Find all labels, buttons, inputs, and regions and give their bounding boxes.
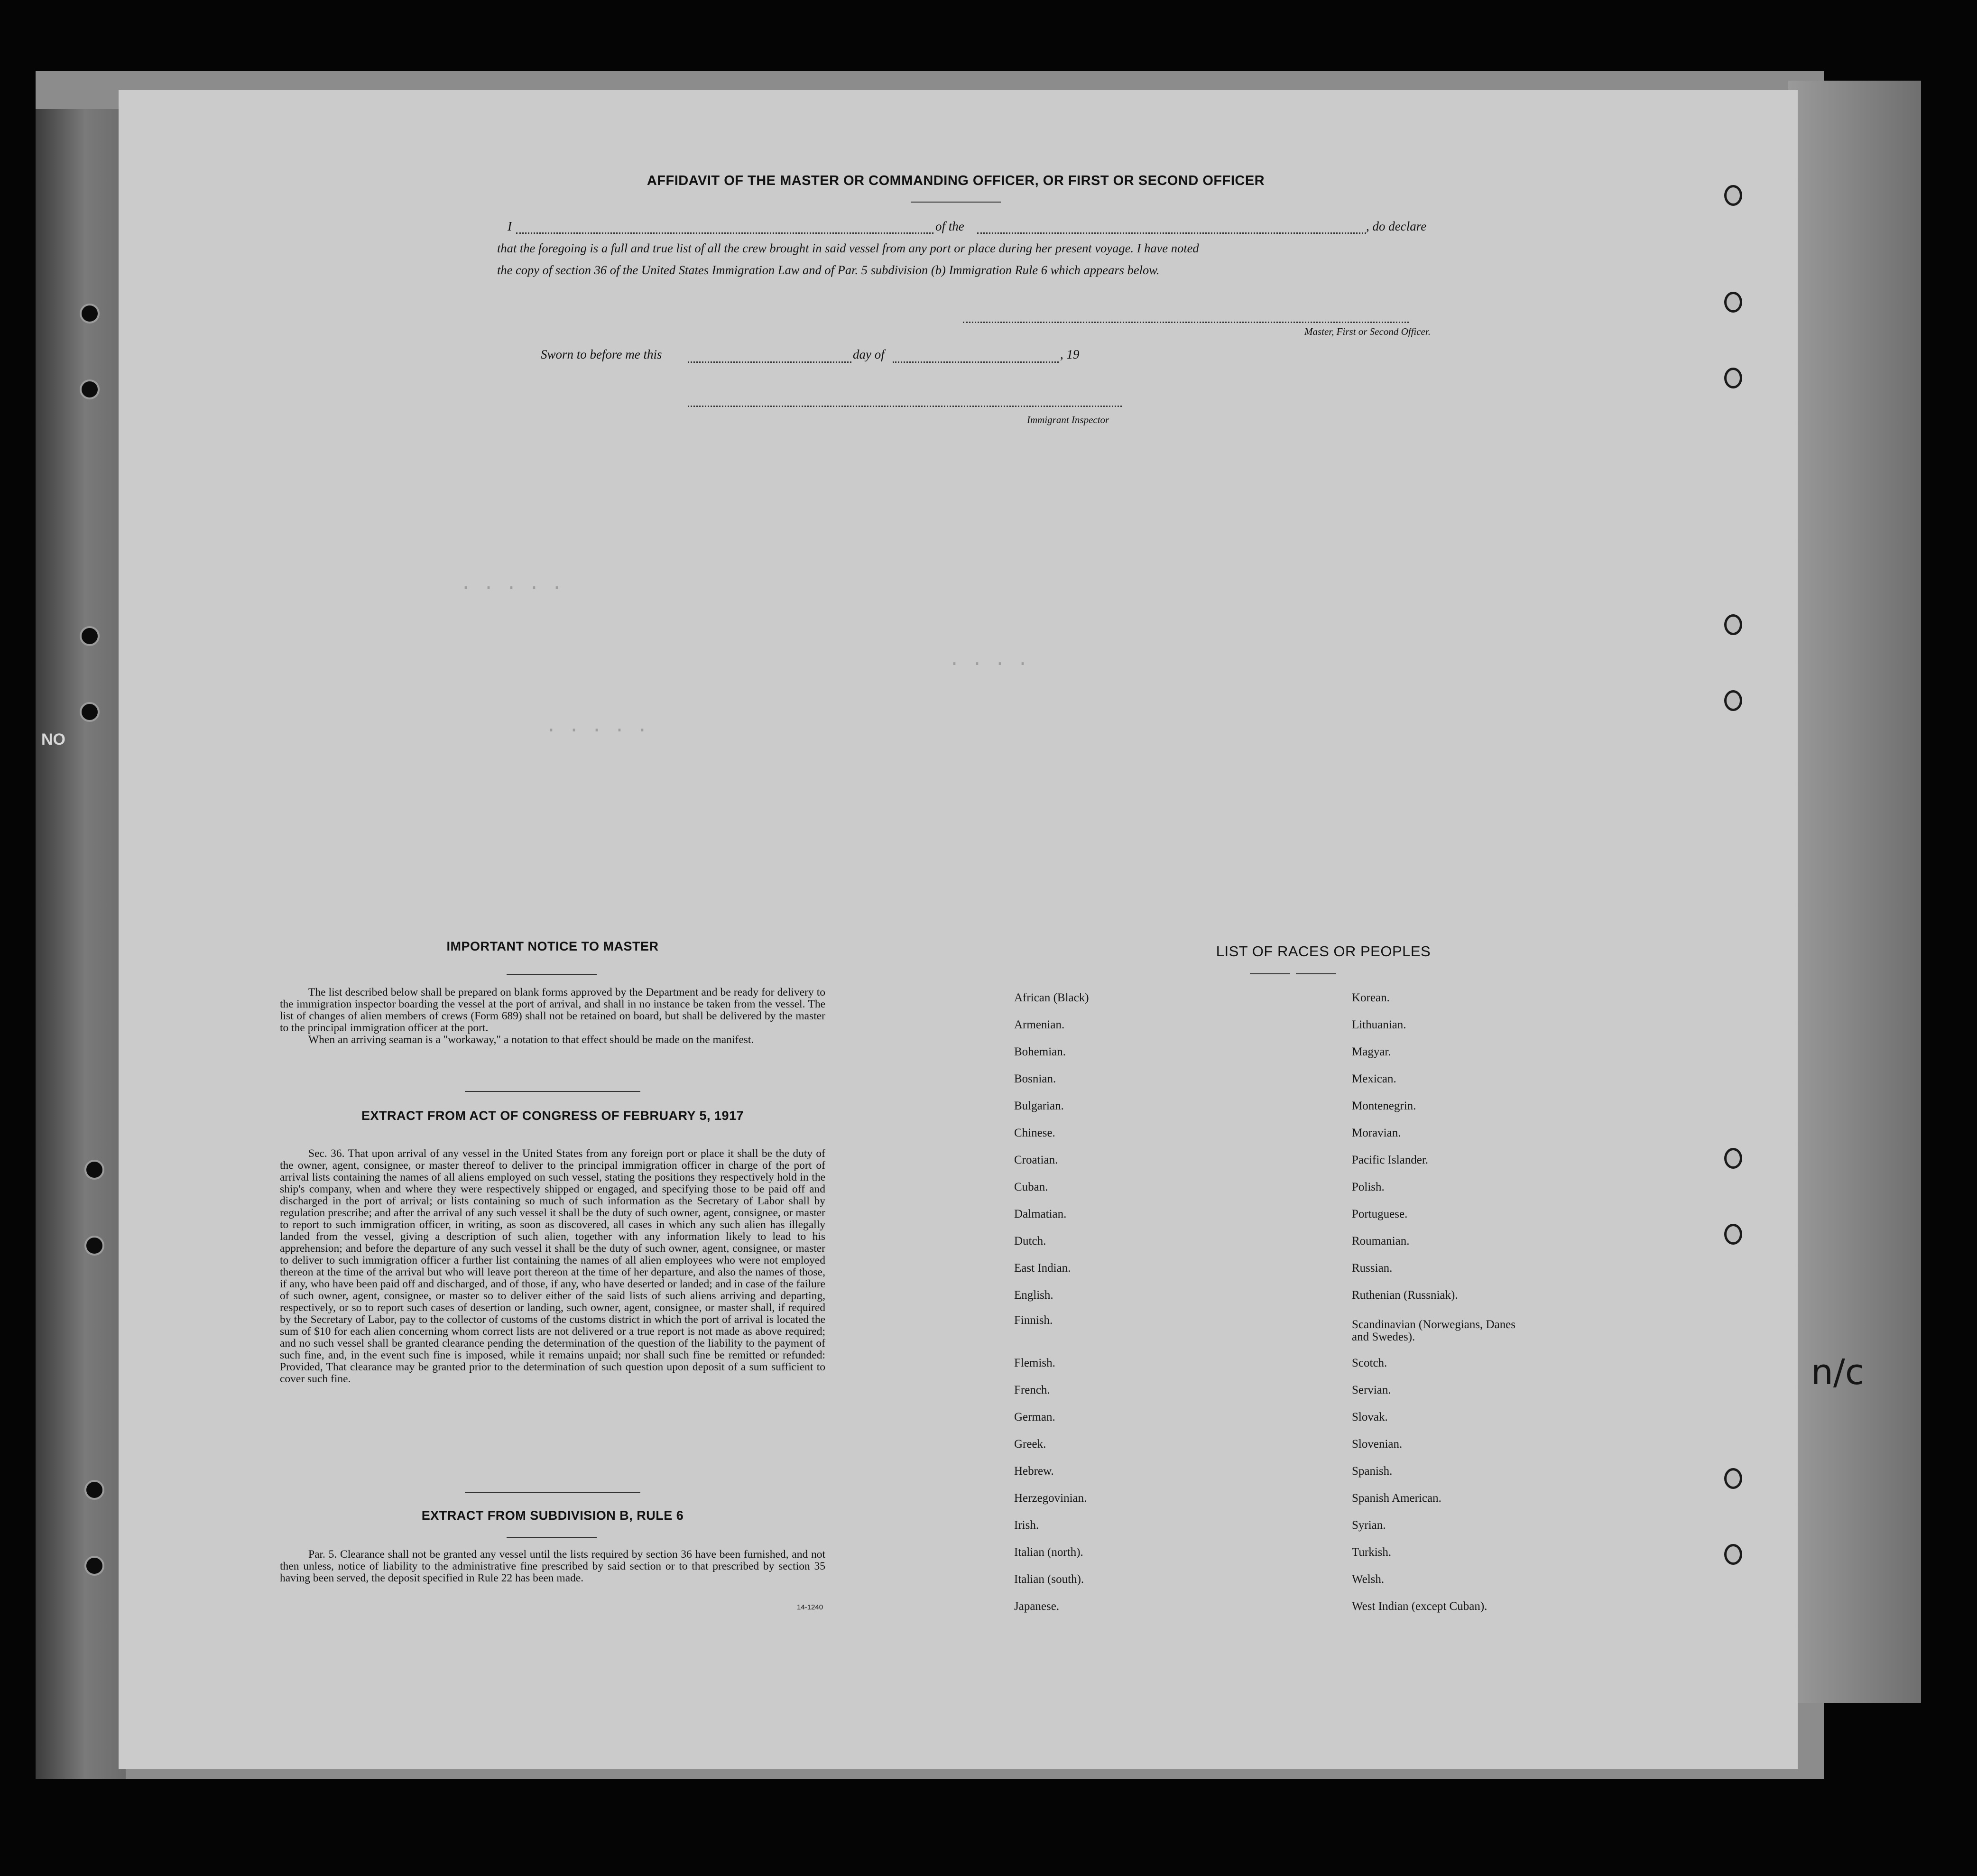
race-item: Scandinavian (Norwegians, Danes and Swedes).: [1352, 1318, 1516, 1343]
punch-ring: [1724, 1544, 1742, 1565]
race-item: Hebrew.: [1014, 1465, 1054, 1478]
race-item: French.: [1014, 1384, 1050, 1396]
race-item: Syrian.: [1352, 1519, 1386, 1532]
race-item: Armenian.: [1014, 1018, 1065, 1031]
race-item: Moravian.: [1352, 1127, 1401, 1139]
race-item: Servian.: [1352, 1384, 1391, 1396]
race-item: Herzegovinian.: [1014, 1492, 1087, 1505]
notice-paragraph-2: When an arriving seaman is a "workaway," a notation to that effect should be made on the manifest.: [308, 1034, 754, 1046]
extract-rule-underline: [507, 1537, 597, 1538]
punch-ring: [1724, 1468, 1742, 1489]
race-item: Mexican.: [1352, 1072, 1396, 1085]
race-item: Italian (south).: [1014, 1573, 1084, 1586]
sworn-start: Sworn to before me this: [541, 347, 662, 361]
race-item: Roumanian.: [1352, 1235, 1410, 1248]
race-item: Spanish.: [1352, 1465, 1393, 1478]
race-item: German.: [1014, 1411, 1055, 1423]
name-blank[interactable]: [516, 232, 933, 234]
affidavit-line3: the copy of section 36 of the United States Immigration Law and of Par. 5 subdivision (b) Immigration Rule 6 which appears below.: [497, 263, 1160, 277]
race-item: Irish.: [1014, 1519, 1039, 1532]
race-item: Italian (north).: [1014, 1546, 1083, 1559]
binding-hole: [80, 626, 100, 646]
affidavit-title: AFFIDAVIT OF THE MASTER OR COMMANDING OFFICER, OR FIRST OR SECOND OFFICER: [647, 173, 1265, 188]
race-item: Slovenian.: [1352, 1438, 1403, 1451]
race-item: Turkish.: [1352, 1546, 1392, 1559]
races-title: LIST OF RACES OR PEOPLES: [1216, 943, 1431, 960]
affidavit-line1-start: I: [508, 219, 512, 233]
punch-ring: [1724, 368, 1742, 388]
race-item: Bohemian.: [1014, 1045, 1066, 1058]
left-binding-strip: [36, 109, 126, 1779]
sworn-day-label: day of: [853, 347, 885, 361]
binding-hole: [80, 379, 100, 399]
race-item: Finnish.: [1014, 1314, 1053, 1327]
race-item: Greek.: [1014, 1438, 1046, 1451]
inspector-caption: Immigrant Inspector: [1027, 414, 1109, 425]
punch-ring: [1724, 690, 1742, 711]
race-item: Croatian.: [1014, 1154, 1058, 1166]
document-page: . . . . . . . . . . . . . . AFFIDAVIT OF THE MASTER OR COMMANDING OFFICER, OR FIRST OR SECOND OFFICER I of the , do declare that the foregoing is a full and true list of all the crew brought in said vessel from any port or place during her present voyage. I have noted the copy of section 36 of the United States Immigration Law and of Par. 5 subdivision (b) Immigration Rule 6 which appears below. Master, First or Second Officer. Sworn to before me this day of , 19 Immigrant Inspector IMPORTANT NOTICE TO MASTER The list described below shall be prepared on blank forms approved by the Department and be ready for delivery to the immigration inspector boarding the vessel at the port of arrival, and shall in no instance be taken from the vessel. The list of changes of alien members of crews (Form 689) shall not be retained on board, but shall be delivered by the master to the principal immigration officer at the port. When an arriving seaman is a "workaway," a notation to that effect should be made on the manifest. EXTRACT FROM ACT OF CONGRESS OF FEBRUARY 5, 1917 Sec. 36. That upon arrival of any vessel in the United States from any foreign port or place it shall be the duty of the owner, agent, consignee, or master thereof to deliver to the principal immigration officer in charge of the port of arrival lists containing the names of all aliens employed on such vessel, stating the positions they respectively hold in the ship's company, when and where they were respectively shipped or engaged, and specifying those to be paid off and discharged in the port of arrival; or lists containing so much of such information as the Secretary of Labor shall by regulation prescribe; and after the arrival of any such vessel it shall be the duty of such owner, agent, consignee, or master to report to such immigration officer, in writing, as soon as discovered, all cases in which any such alien has illegally landed from the vessel, giving a description of such alien, together with any information likely to lead to his apprehension; and before the departure of any such vessel it shall be the duty of such owner, agent, consignee, or master to deliver to such immigration officer a further list containing the names of all alien employees who were not employed thereon at the time of the arrival but who will leave port thereon at the time of her departure, and also the names of those, if any, who have been paid off and discharged, and of those, if any, who have deserted or landed; and in case of the failure of such owner, agent, consignee, or master so to deliver either of the said lists of such aliens arriving and departing, respectively, or so to report such cases of desertion or landing, such owner, agent, consignee, or master shall, if required by the Secretary of Labor, pay to the collector of customs of the customs district in which the port of arrival is located the sum of $10 for each alien concerning whom correct lists are not delivered or a true report is not made as above required; and no such vessel shall be granted clearance pending the determination of the question of the liability to the payment of such fine, and, in the event such fine is imposed, while it remains unpaid; nor shall such fine be remitted or refunded: Provided, That clearance may be granted prior to the determination of such question upon deposit of a sum sufficient to cover such fine. EXTRACT FROM SUBDIVISION B, RULE 6 Par. 5. Clearance shall not be granted any vessel until the lists required by section 36 have been furnished, and not then unless, notice of liability to the administrative fine prescribed by said section or to that prescribed by section 35 having been served, the deposit specified in Rule 22 has been made. 14-1240 LIST OF RACES OR PEOPLES African (Black) Armenian. Bohemian. Bosnian. Bulgarian. Chinese. Croatian. Cuban. Dalmatian. Dutch. East Indian. English. Finnish. Flemish. French. German. Greek. Hebrew. Herzegovinian. Irish. Italian (north). Italian (south). Japanese. Korean. Lithuanian. Magyar. Mexican. Montenegrin. Moravian. Pacific Islander. Polish. Portuguese. Roumanian. Russian. Ruthenian (Russniak). Scandinavian (Norwegians, Danes and Swedes). Scotch. Servian. Slovak. Slovenian. Spanish. Spanish American. Syrian. Turkish. Welsh. West Indian (except Cuban).: [119, 90, 1798, 1769]
notice-rule: [507, 974, 597, 975]
binding-hole: [84, 1160, 104, 1180]
section-rule: [465, 1492, 640, 1493]
binding-hole: [84, 1480, 104, 1500]
race-item: West Indian (except Cuban).: [1352, 1600, 1487, 1613]
sworn-year: , 19: [1060, 347, 1080, 361]
binding-hole: [84, 1236, 104, 1256]
left-margin-tag: NO: [41, 730, 65, 749]
race-item: Dutch.: [1014, 1235, 1046, 1248]
affidavit-line2: that the foregoing is a full and true list of all the crew brought in said vessel from any port or place during her present voyage. I have noted: [497, 241, 1199, 255]
race-item: African (Black): [1014, 991, 1089, 1004]
extract-rule-body: [280, 1549, 825, 1584]
notice-body: [280, 987, 825, 1046]
sworn-month-blank[interactable]: [893, 361, 1059, 363]
notice-title: IMPORTANT NOTICE TO MASTER: [446, 939, 659, 953]
race-item: Dalmatian.: [1014, 1208, 1067, 1220]
affidavit-line1-end: , do declare: [1366, 219, 1427, 233]
par-5-text: Par. 5. Clearance shall not be granted any vessel until the lists required by section 36 have been furnished, and not then unless, notice of liability to the administrative fine prescribed by said section or to that prescribed by section 35 having been served, the deposit specified in Rule 22 has been made.: [280, 1548, 825, 1584]
punch-ring: [1724, 292, 1742, 313]
sworn-day-blank[interactable]: [688, 361, 851, 363]
races-rule-left: [1250, 973, 1290, 974]
punch-ring: [1724, 1224, 1742, 1245]
binding-hole: [80, 702, 100, 722]
race-item: Bosnian.: [1014, 1072, 1056, 1085]
race-item: Lithuanian.: [1352, 1018, 1406, 1031]
race-item: Russian.: [1352, 1262, 1393, 1275]
races-rule-right: [1296, 973, 1336, 974]
race-item: Welsh.: [1352, 1573, 1385, 1586]
race-item: Slovak.: [1352, 1411, 1388, 1423]
race-item: Cuban.: [1014, 1181, 1048, 1193]
race-item: Chinese.: [1014, 1127, 1055, 1139]
handwritten-note: n/c: [1811, 1352, 1865, 1393]
race-item: Polish.: [1352, 1181, 1385, 1193]
section-rule: [465, 1091, 640, 1092]
officer-caption: Master, First or Second Officer.: [1304, 326, 1431, 337]
inspector-signature-blank[interactable]: [688, 406, 1122, 407]
vessel-blank[interactable]: [977, 232, 1366, 234]
race-item: Flemish.: [1014, 1357, 1055, 1369]
race-item: Spanish American.: [1352, 1492, 1441, 1505]
officer-signature-blank[interactable]: [963, 322, 1409, 323]
race-item: Pacific Islander.: [1352, 1154, 1429, 1166]
right-underlying-page: [1788, 81, 1921, 1703]
race-item: Magyar.: [1352, 1045, 1391, 1058]
binding-hole: [80, 304, 100, 323]
race-item: East Indian.: [1014, 1262, 1071, 1275]
extract-act-body: [280, 1148, 825, 1385]
race-item: Bulgarian.: [1014, 1100, 1064, 1112]
race-item: Montenegrin.: [1352, 1100, 1416, 1112]
punch-ring: [1724, 614, 1742, 635]
race-item: Portuguese.: [1352, 1208, 1408, 1220]
binding-hole: [84, 1556, 104, 1576]
punch-ring: [1724, 1148, 1742, 1169]
race-item: Japanese.: [1014, 1600, 1060, 1613]
title-rule: [911, 202, 1001, 203]
form-number: 14-1240: [797, 1603, 823, 1611]
notice-paragraph-1: The list described below shall be prepared on blank forms approved by the Department and be ready for delivery to the immigration inspector boarding the vessel at the port of arrival, and shall in no instance be taken from the vessel. The list of changes of alien members of crews (Form 689) shall not be retained on board, but shall be delivered by the master to the principal immigration officer at the port.: [280, 986, 825, 1034]
extract-act-title: EXTRACT FROM ACT OF CONGRESS OF FEBRUARY 5, 1917: [361, 1109, 744, 1123]
extract-rule-title: EXTRACT FROM SUBDIVISION B, RULE 6: [421, 1508, 684, 1523]
race-item: Ruthenian (Russniak).: [1352, 1289, 1458, 1302]
race-item: Korean.: [1352, 991, 1390, 1004]
race-item: Scotch.: [1352, 1357, 1387, 1369]
section-36-text: Sec. 36. That upon arrival of any vessel in the United States from any foreign port or place it shall be the duty of the owner, agent, consignee, or master thereof to deliver to the principal immigration officer in charge of the port of arrival lists containing the names of all aliens employed on such vessel, stating the positions they respectively hold in the ship's company, when and where they were respectively shipped or engaged, and specifying those to be paid off and discharged in the port of arrival; or lists containing so much of such information as the Secretary of Labor shall by regulation prescribe; and after the arrival of any such vessel it shall be the duty of such owner, agent, consignee, or master to report to such immigration officer, in writing, as soon as discovered, all cases in which any such alien has illegally landed from the vessel, giving a description of such alien, together with any information likely to lead to his apprehension; and before the departure of any such vessel it shall be the duty of such owner, agent, consignee, or master to deliver to such immigration officer a further list containing the names of all alien employees who were not employed thereon at the time of the arrival but who will leave port thereon at the time of her departure, and also the names of those, if any, who have been paid off and discharged, and of those, if any, who have deserted or landed; and in case of the failure of such owner, agent, consignee, or master so to deliver either of the said lists of such aliens arriving and departing, respectively, or so to report such cases of desertion or landing, such owner, agent, consignee, or master shall, if required by the Secretary of Labor, pay to the collector of customs of the customs district in which the port of arrival is located the sum of $10 for each alien concerning whom correct lists are not delivered or a true report is not made as above required; and no such vessel shall be granted clearance pending the determination of the question of the liability to the payment of such fine, and, in the event such fine is imposed, while it remains unpaid; nor shall such fine be remitted or refunded: Provided, That clearance may be granted prior to the determination of such question upon deposit of a sum sufficient to cover such fine.: [280, 1147, 825, 1385]
race-item: English.: [1014, 1289, 1053, 1302]
affidavit-line1-mid: of the: [935, 219, 964, 233]
